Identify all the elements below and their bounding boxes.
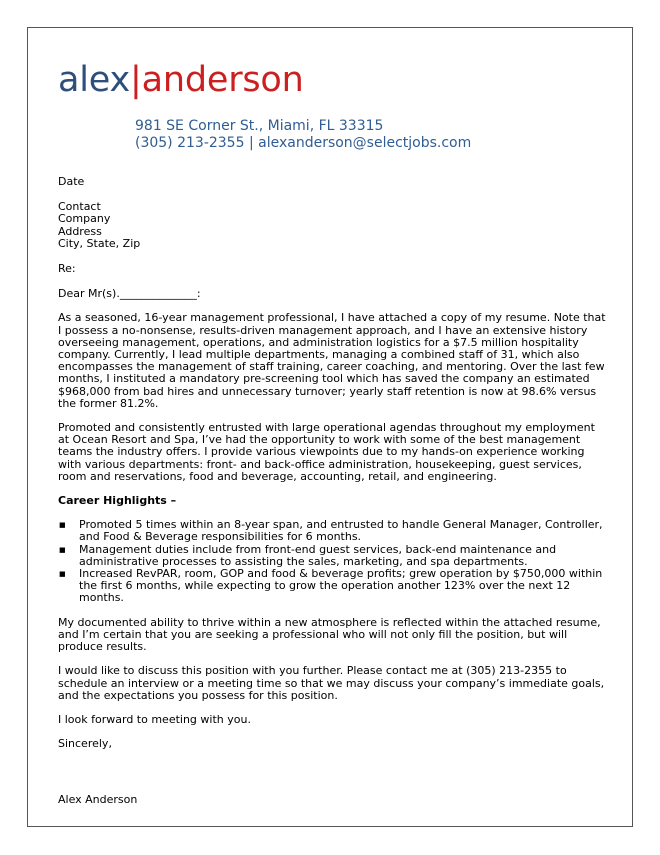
sender-phone-email: (305) 213-2355 | alexanderson@selectjobs.com xyxy=(135,135,472,151)
body-paragraph-2: Promoted and consistently entrusted with large operational agendas throughout my employment at Ocean Resort and Spa, I’ve had the opportunity to work with some of the best management teams the industry offers. I provide various viewpoints due to my hands-on experience working with various departments: front- and back-office administration, housekeeping, guest services, room and reservations, food and beverage, accounting, retail, and engineering. xyxy=(58,421,595,483)
square-bullet-icon: ■ xyxy=(59,570,66,579)
list-item xyxy=(58,544,608,568)
list-item xyxy=(58,519,608,543)
sender-address: 981 SE Corner St., Miami, FL 33315 xyxy=(135,118,384,134)
career-highlights-heading: Career Highlights – xyxy=(58,494,177,508)
closing-paragraph-2: I would like to discuss this position with you further. Please contact me at (305) 213-2355 to schedule an interview or a meeting time so that we may discuss your company’s immediate goals, and the expectations you possess for this position. xyxy=(58,664,605,702)
date-line: Date xyxy=(58,175,85,188)
recipient-contact: Contact xyxy=(58,200,101,214)
logo-first-name: alex xyxy=(58,60,131,100)
body-paragraph-1: As a seasoned, 16-year management professional, I have attached a copy of my resume. Note that I possess a no-nonsense, results-driven management approach, and I have an extensive history overseeing management, operations, and administration logistics for a $7.5 million hospitality company. Currently, I lead multiple departments, managing a combined staff of 31, which also encompasses the management of staff training, career coaching, and mentoring. Over the last few months, I instituted a mandatory pre-screening tool which has saved the company an estimated $968,000 from bad hires and unnecessary turnover; yearly staff retention is now at 98.6% versus the former 81.2%. xyxy=(58,311,606,410)
signoff: Sincerely, xyxy=(58,737,112,751)
highlight-text: Management duties include from front-end guest services, back-end maintenance and administrative processes to assisting the sales, marketing, and spa departments. xyxy=(79,542,557,568)
career-highlights-list xyxy=(58,519,608,604)
closing-paragraph-1: My documented ability to thrive within a new atmosphere is reflected within the attached resume, and I’m certain that you are seeking a professional who will not only fill the position, but will produce results. xyxy=(58,615,601,654)
salutation: Dear Mr(s).______________: xyxy=(58,287,201,301)
highlight-text: Increased RevPAR, room, GOP and food & beverage profits; grew operation by $750,000 within the first 6 months, while expecting to grow the operation another 123% over the next 12 months. xyxy=(79,567,603,605)
re-line: Re: xyxy=(58,262,76,276)
logo-separator: | xyxy=(130,60,142,100)
letter-body xyxy=(58,176,608,807)
closing-paragraph-3: I look forward to meeting with you. xyxy=(58,712,251,726)
sender-contact-block xyxy=(135,118,471,152)
signature-name: Alex Anderson xyxy=(58,793,138,807)
name-logo xyxy=(58,58,304,102)
square-bullet-icon: ■ xyxy=(59,545,66,554)
recipient-company: Company xyxy=(58,212,111,226)
recipient-city-state-zip: City, State, Zip xyxy=(58,236,141,250)
list-item xyxy=(58,568,608,605)
square-bullet-icon: ■ xyxy=(59,521,66,530)
logo-last-name: anderson xyxy=(141,60,304,100)
recipient-address: Address xyxy=(58,224,102,238)
highlight-text: Promoted 5 times within an 8-year span, and entrusted to handle General Manager, Controller, and Food & Beverage responsibilities for 6 months. xyxy=(79,518,603,544)
